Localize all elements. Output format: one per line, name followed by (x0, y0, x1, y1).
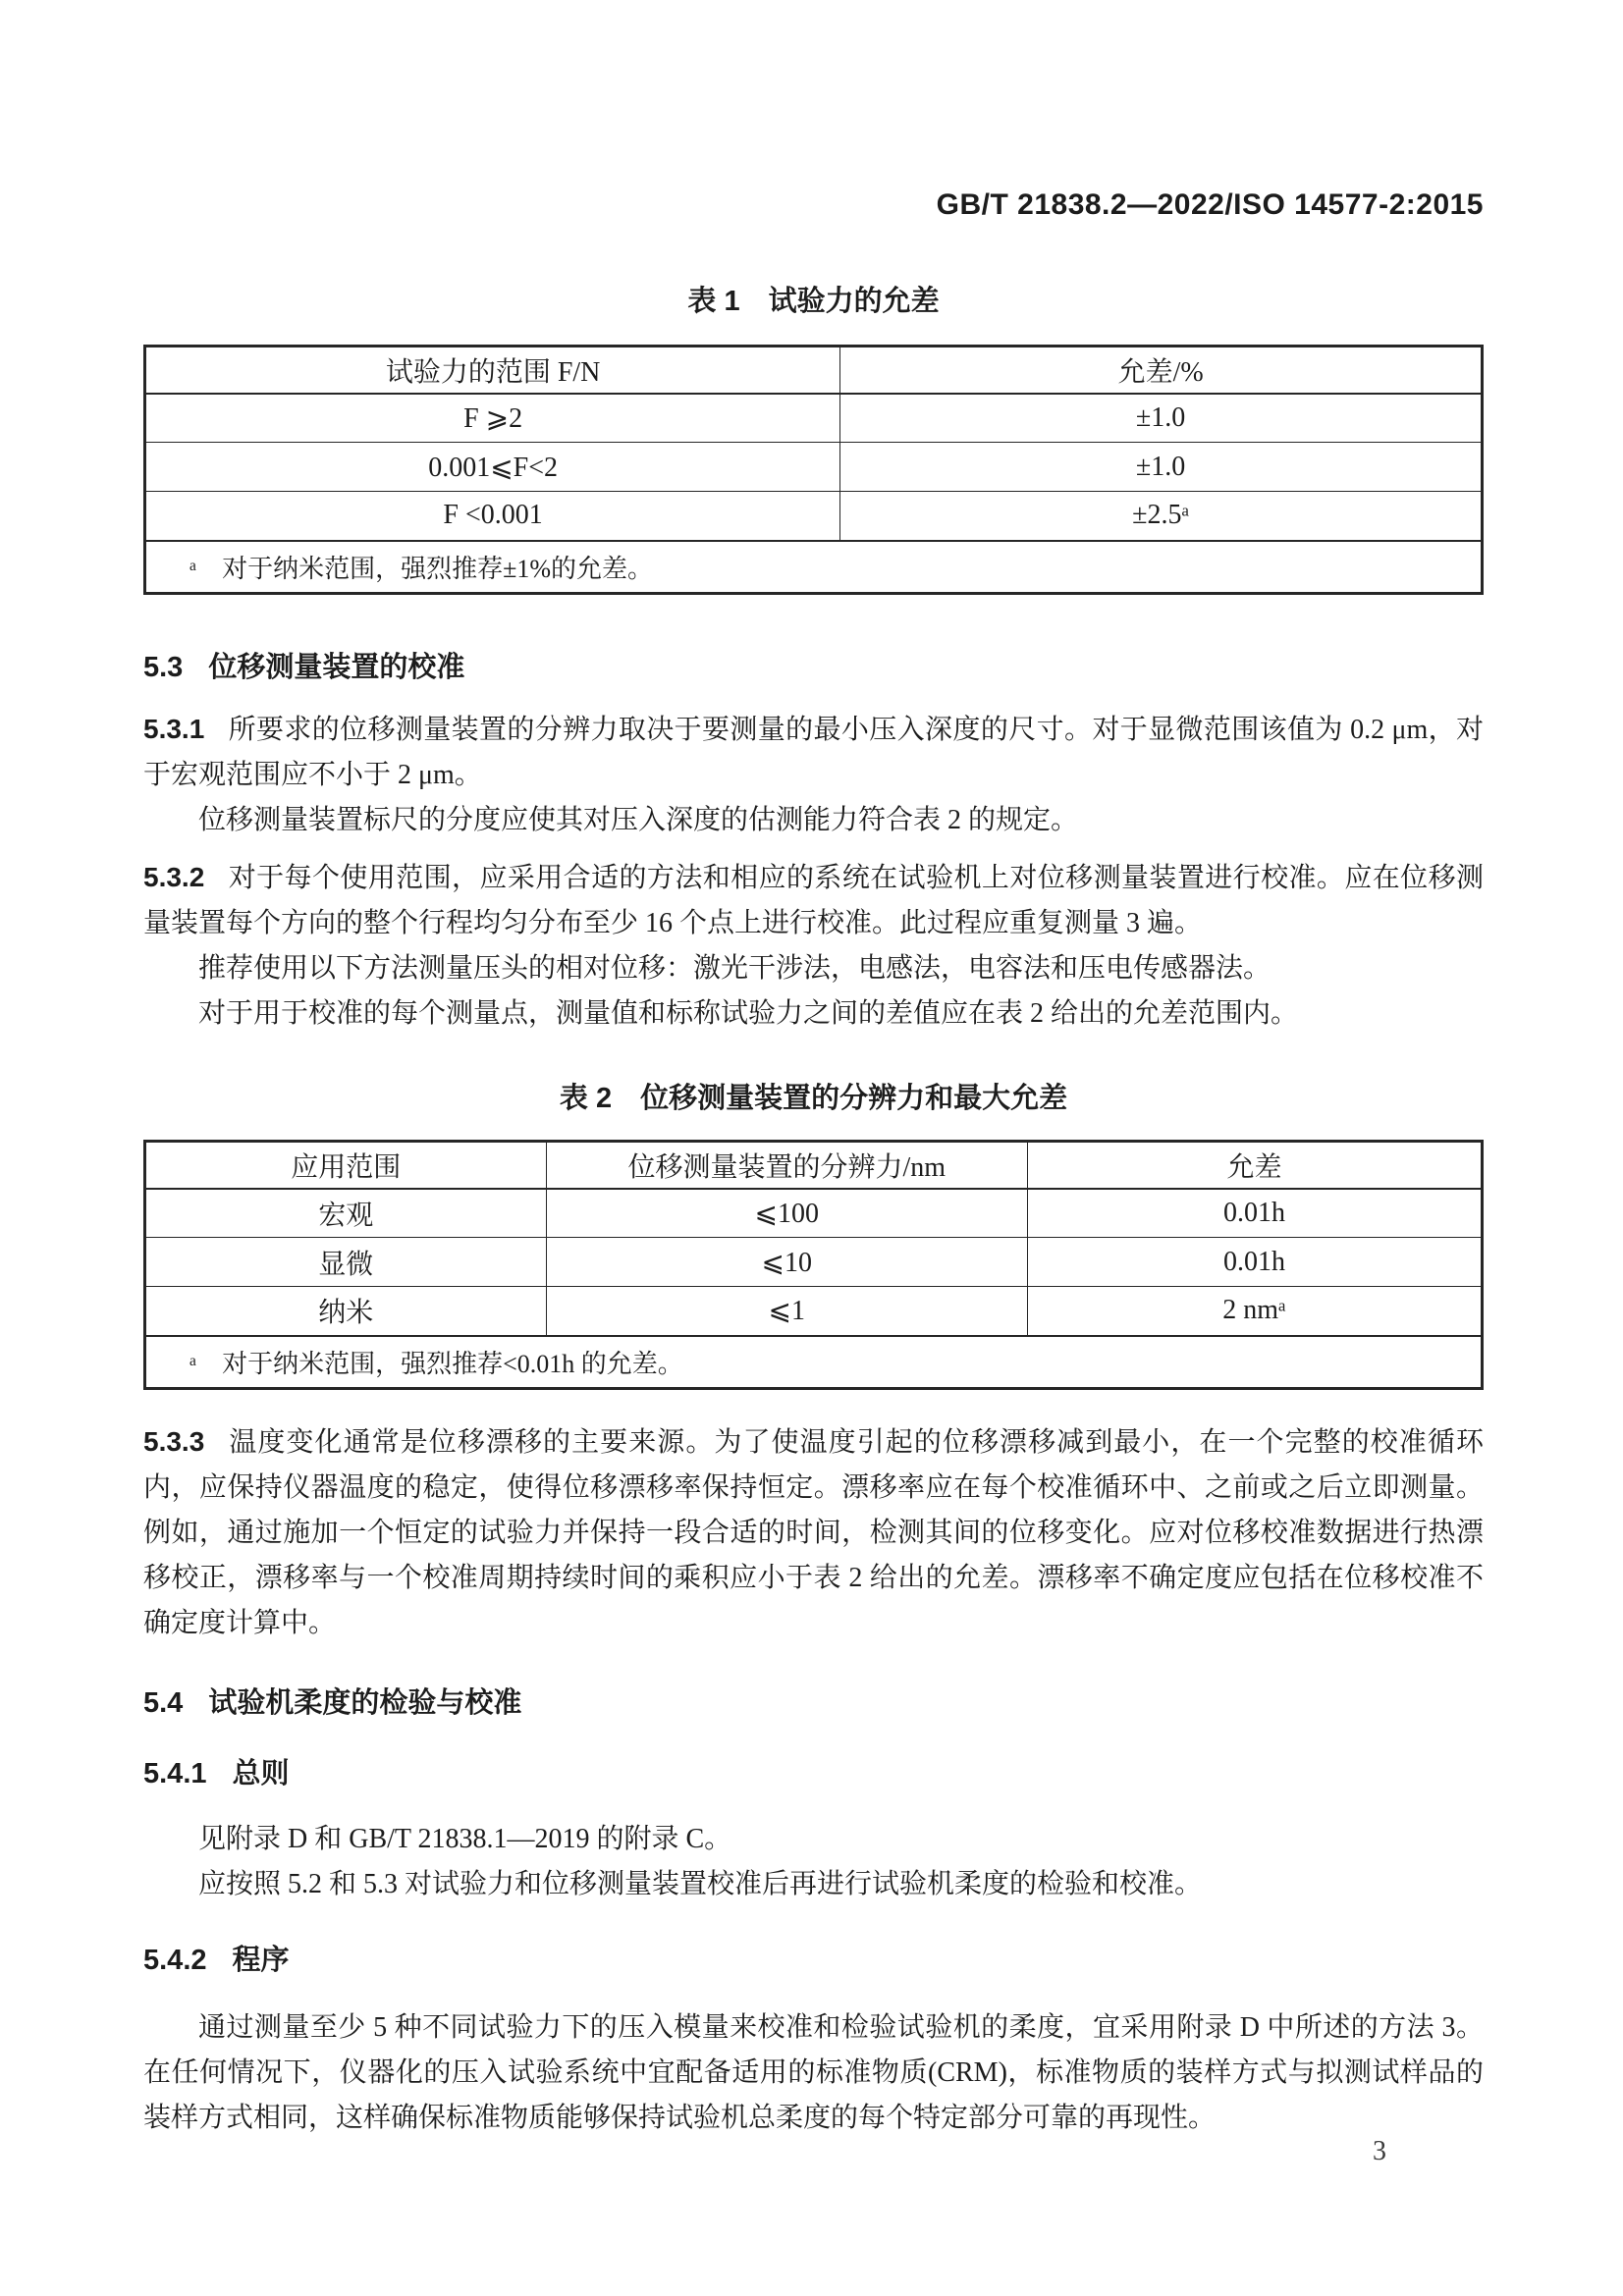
table1-footnote: ᵃ 对于纳米范围，强烈推荐±1%的允差。 (145, 541, 1483, 594)
paragraph-5-3-1 (143, 707, 1484, 798)
paragraph-5-4-1-p2: 应按照 5.2 和 5.3 对试验力和位移测量装置校准后再进行试验机柔度的检验和校准。 (198, 1869, 1203, 1899)
table2-header-row (145, 1142, 1483, 1189)
table1-col-range: 试验力的范围 F/N (145, 347, 840, 394)
paragraph-5-4-2-p1: 通过测量至少 5 种不同试验力下的压入模量来校准和检验试验机的柔度，宜采用附录 D 中所述的方法 3。在任何情况下，仪器化的压入试验系统中宜配备适用的标准物质(CRM)，标准物质的装样方式与拟测试样品的装样方式相同，这样确保标准物质能够保持试验机总柔度的每个特定部分可靠的再现性。 (143, 2012, 1484, 2133)
table1 (143, 345, 1484, 595)
table-cell: ⩽10 (546, 1238, 1027, 1287)
section-5-3-heading (143, 650, 1484, 685)
paragraph-text: 所要求的位移测量装置的分辨力取决于要测量的最小压入深度的尺寸。对于显微范围该值为 0.2 μm，对于宏观范围应不小于 2 μm。 (143, 715, 1484, 790)
table-cell: ±1.0 (840, 394, 1483, 443)
table-cell: 0.001⩽F<2 (145, 443, 840, 492)
section-title: 总则 (232, 1758, 290, 1789)
table1-header-row (145, 347, 1483, 394)
table-cell: F <0.001 (145, 492, 840, 541)
section-title: 位移测量装置的校准 (208, 652, 465, 683)
paragraph-5-3-2 (143, 855, 1484, 946)
table-cell: 纳米 (145, 1287, 547, 1336)
table-row (145, 1238, 1483, 1287)
doc-header: GB/T 21838.2—2022/ISO 14577-2:2015 (936, 188, 1484, 221)
table2-col-tolerance: 允差 (1027, 1142, 1482, 1189)
table-row (145, 394, 1483, 443)
table-cell: ±2.5ᵃ (840, 492, 1483, 541)
table1-footnote-row (145, 541, 1483, 594)
table2-col-resolution: 位移测量装置的分辨力/nm (546, 1142, 1027, 1189)
paragraph-5-3-2-cont1: 推荐使用以下方法测量压头的相对位移：激光干涉法，电感法，电容法和压电传感器法。 (198, 953, 1271, 984)
section-number: 5.4.1 (143, 1758, 207, 1789)
table-cell: ⩽1 (546, 1287, 1027, 1336)
table-cell: 2 nmᵃ (1027, 1287, 1482, 1336)
table-row (145, 1189, 1483, 1238)
section-title: 试验机柔度的检验与校准 (208, 1687, 522, 1719)
section-5-4-heading (143, 1685, 1484, 1721)
table-cell: 0.01h (1027, 1189, 1482, 1238)
table2-caption: 表 2 位移测量装置的分辨力和最大允差 (559, 1083, 1068, 1114)
table-cell: 显微 (145, 1238, 547, 1287)
paragraph-text: 对于每个使用范围，应采用合适的方法和相应的系统在试验机上对位移测量装置进行校准。应在位移测量装置每个方向的整个行程均匀分布至少 16 个点上进行校准。此过程应重复测量 3 遍。 (143, 863, 1484, 938)
section-number: 5.4 (143, 1687, 184, 1719)
table2 (143, 1140, 1484, 1390)
table2-footnote-row (145, 1336, 1483, 1389)
table-row (145, 443, 1483, 492)
section-title: 程序 (232, 1945, 290, 1976)
paragraph-text: 温度变化通常是位移漂移的主要来源。为了使温度引起的位移漂移减到最小，在一个完整的校准循环内，应保持仪器温度的稳定，使得位移漂移率保持恒定。漂移率应在每个校准循环中、之前或之后立即测量。例如，通过施加一个恒定的试验力并保持一段合适的时间，检测其间的位移变化。应对位移校准数据进行热漂移校正，漂移率与一个校准周期持续时间的乘积应小于表 2 给出的允差。漂移率不确定度应包括在位移校准不确定度计算中。 (143, 1427, 1484, 1638)
table2-col-scope: 应用范围 (145, 1142, 547, 1189)
section-5-4-1-heading (143, 1756, 1484, 1791)
table-cell: ⩽100 (546, 1189, 1027, 1238)
table-row (145, 492, 1483, 541)
paragraph-5-3-1-cont: 位移测量装置标尺的分度应使其对压入深度的估测能力符合表 2 的规定。 (198, 805, 1079, 835)
section-number: 5.4.2 (143, 1945, 207, 1976)
table-cell: 0.01h (1027, 1238, 1482, 1287)
paragraph-5-3-2-cont2: 对于用于校准的每个测量点，测量值和标称试验力之间的差值应在表 2 给出的允差范围内。 (198, 998, 1299, 1029)
section-5-4-2-heading (143, 1943, 1484, 1978)
table-cell: F ⩾2 (145, 394, 840, 443)
page-number: 3 (1373, 2136, 1386, 2166)
section-number: 5.3 (143, 652, 184, 683)
table-cell: ±1.0 (840, 443, 1483, 492)
paragraph-number: 5.3.1 (143, 714, 205, 744)
table-row (145, 1287, 1483, 1336)
table2-footnote: ᵃ 对于纳米范围，强烈推荐<0.01h 的允差。 (145, 1336, 1483, 1389)
table-cell: 宏观 (145, 1189, 547, 1238)
table1-caption: 表 1 试验力的允差 (687, 286, 940, 317)
paragraph-number: 5.3.3 (143, 1426, 205, 1457)
paragraph-number: 5.3.2 (143, 862, 205, 892)
paragraph-5-3-3 (143, 1419, 1484, 1646)
paragraph-5-4-1-p1: 见附录 D 和 GB/T 21838.1—2019 的附录 C。 (198, 1824, 732, 1854)
table1-col-tolerance: 允差/% (840, 347, 1483, 394)
